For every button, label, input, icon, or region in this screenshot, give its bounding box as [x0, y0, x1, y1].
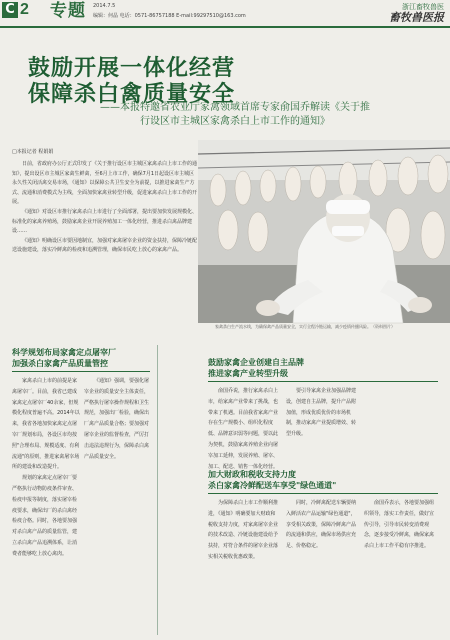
section-1-title-line-2: 加强杀白家禽产品质量管控 [12, 359, 108, 368]
section-1-column-b [84, 376, 150, 634]
edition-name: 浙江畜牧兽医 [402, 3, 444, 11]
photo-caption: 家禽杀白生产流水线，为确保禽产品质量安全，实行全程冷链运输，减少疫情传播风险。（资料图片） [215, 324, 395, 329]
section-2-column-a [208, 386, 280, 470]
section-3-title-line-1: 加大财政和税收支持力度 [208, 470, 296, 479]
issue-date: 2014.7.5 [93, 3, 116, 9]
section-3-column-a [208, 498, 280, 634]
lead-article [12, 160, 198, 256]
page-number: 2 [20, 1, 29, 18]
section-1-rule [12, 371, 150, 372]
section-2-paragraph: 要引导家禽企业加强品牌建设，创建自主品牌，提升产品附加值，形成优质优价的市场机制，推动家禽产业提质增效、转型升级。 [286, 388, 357, 438]
section-3-column-c [364, 498, 438, 634]
column-divider [157, 345, 158, 635]
section-3-title-line-2: 杀白家禽冷鲜配送车享受"绿色通道" [208, 481, 337, 490]
lead-paragraph: 日前，省政府办公厅正式印发了《关于推行设区市主城区家禽杀白上市工作的通知》，提出设区市主城区家禽生鲜禽，至6月上市工作，确保7月1日起设区市主城区永久性关闭活禽交易市场，《通知》以保障公共卫生安全为前提，以推进家禽生产方式、流通和消费模式为主线，全面加快家禽业转型升级，促进家禽杀白上市工作的开展。 [12, 161, 198, 206]
section-title: 专题 [50, 1, 86, 21]
section-2-title-line-2: 推进家禽产业转型升级 [208, 369, 288, 378]
section-1-paragraph: 规划的家禽定点屠宰厂要严格执行动物防疫条件审查、检疫申报等制度，落实屠宰检疫要求，确保出厂的杀白禽经检疫合格。同时，各地要加强对杀白禽产品的质量监管，建立杀白禽产品追溯体系，让消费者能够吃上放心禽肉。 [12, 475, 78, 557]
section-1-column-a [12, 376, 80, 634]
section-3-column-b [286, 498, 358, 634]
byline: □本报记者 程娟娟 [12, 149, 54, 155]
section-1-paragraph: 家禽杀白上市的前提是家禽屠宰厂。目前，我省已建成家禽定点屠宰厂40余家，但规模化程度普遍不高。2014年以来，我省各地加快家禽定点屠宰厂规划布局，各设区市均按照"合理布局、规模适度、有利流通"的原则，推进家禽屠宰场所的建设和改造提升。 [12, 378, 80, 471]
headline-line-2: 保障杀白禽质量安全 [28, 82, 236, 107]
page-letter-box: C [2, 2, 18, 18]
section-2-paragraph: 俞国乔说，推行家禽杀白上市，给家禽产业带来了挑战，也带来了机遇。目前我省家禽产业存在生产规模小、组织化程度低、品牌意识弱等问题，要以此为契机，鼓励家禽养殖企业向屠宰加工延伸，发展养殖、屠宰、加工、配送、销售一体化经营。 [208, 388, 279, 470]
section-1-paragraph: 《通知》强调，要强化屠宰企业的质量安全主体责任，严格执行屠宰操作规程和卫生规范，加强出厂检验，确保出厂禽产品质量合格；要加强对屠宰企业的监督检查，严厉打击违法违规行为，保障杀白禽产品质量安全。 [84, 378, 150, 460]
section-3-rule [208, 493, 438, 494]
poultry-processing-photo [198, 140, 450, 323]
section-2-column-b [286, 386, 358, 458]
section-3-paragraph: 为保障杀白上市工作顺利推进，《通知》明确要加大财政和税收支持力度，对家禽屠宰企业的技术改造、冷链设施建设给予扶持，对符合条件的屠宰企业落实相关税收优惠政策。 [208, 500, 279, 560]
section-3-paragraph: 俞国乔表示，各地要加强组织领导，落实工作责任，做好宣传引导，引导市民转变消费观念，逐步接受冷鲜禽，确保家禽杀白上市工作平稳有序推进。 [364, 500, 435, 550]
section-2-title-line-1: 鼓励家禽企业创建自主品牌 [208, 358, 304, 367]
lead-paragraph: 《通知》明确设区市要因地制宜，加强对家禽屠宰企业的资金扶持，保障冷链配送设施建设，落实冷鲜禽的检疫和追溯管理，确保市民吃上放心的家禽产品。 [12, 237, 198, 254]
masthead: 畜牧兽医报 [389, 11, 444, 24]
subheadline-line-1: ——本报特邀省农业厅家禽领域首席专家俞国乔解读《关于推 [100, 102, 370, 113]
lead-paragraph: 《通知》对设区市推行家禽杀白上市进行了全面部署，提出要加快发展规模化、标准化的家禽养殖场，鼓励家禽企业开展养殖加工一体化经营，推进杀白禽品牌建设…… [12, 208, 198, 235]
headline-line-1: 鼓励开展一体化经营 [28, 56, 236, 81]
editor-contact: 编辑：何晶 电话：0571-86757188 E-mail:99297510@163.com [93, 13, 246, 19]
section-2-rule [208, 381, 438, 382]
section-1-title-line-1: 科学规划布局家禽定点屠宰厂 [12, 348, 116, 357]
section-3-paragraph: 同时，冷鲜禽配送车辆要纳入鲜活农产品运输"绿色通道"，享受相关政策，保障冷鲜禽产品的流通和供应，确保市场供应充足、价格稳定。 [286, 500, 357, 550]
subheadline-line-2: 行设区市主城区家禽杀白上市工作的通知》 [140, 116, 330, 127]
page-header [0, 0, 450, 28]
